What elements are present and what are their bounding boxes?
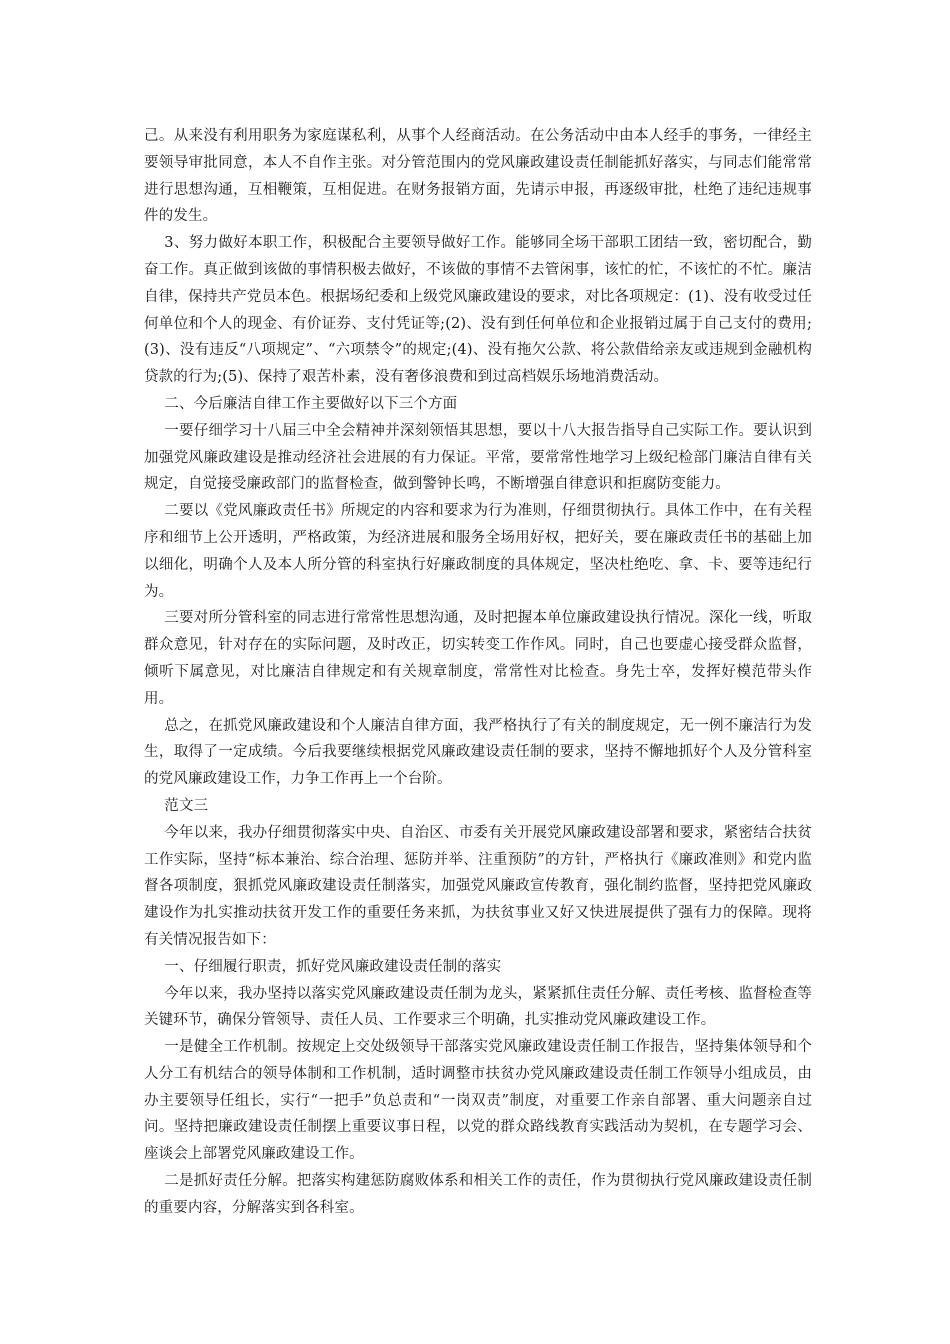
paragraph: 一要仔细学习十八届三中全会精神并深刻领悟其思想，要以十八大报告指导自己实际工作。要认识到加强党风廉政建设是推动经济社会进展的有力保证。平常，要常常性地学习上级纪检部门廉洁自律有关规定，自觉接受廉政部门的监督检查，做到警钟长鸣，不断增强自律意识和拒腐防变能力。 <box>144 422 812 493</box>
paragraph: 一是健全工作机制。按规定上交处级领导干部落实党风廉政建设责任制工作报告，坚持集体领导和个人分工有机结合的领导体制和工作机制，适时调整市扶贫办党风廉政建设责任制工作领导小组成员，由办主要领导任组长，实行“一把手”负总责和“一岗双责”制度，对重要工作亲自部署、重大问题亲自过问。坚持把廉政建设责任制摆上重要议事日程，以党的群众路线教育实践活动为契机，在专题学习会、座谈会上部署党风廉政建设工作。 <box>144 1039 812 1163</box>
paragraph: 今年以来，我办坚持以落实党风廉政建设责任制为龙头，紧紧抓住责任分解、责任考核、监督检查等关键环节，确保分管领导、责任人员、工作要求三个明确，扎实推动党风廉政建设工作。 <box>144 985 812 1029</box>
paragraph: 二要以《党风廉政责任书》所规定的内容和要求为行为准则，仔细贯彻执行。具体工作中，在有关程序和细节上公开透明，严格政策，为经济进展和服务全场用好权，把好关，要在廉政责任书的基础上加以细化，明确个人及本人所分管的科室执行好廉政制度的具体规定，坚决杜绝吃、拿、卡、要等违纪行为。 <box>144 503 812 600</box>
section-heading: 范文三 <box>164 797 209 814</box>
document-body <box>144 123 812 1222</box>
paragraph: 今年以来，我办仔细贯彻落实中央、自治区、市委有关开展党风廉政建设部署和要求，紧密结合扶贫工作实际，坚持“标本兼治、综合治理、惩防并举、注重预防”的方针，严格执行《廉政准则》和党内监督各项制度，狠抓党风廉政建设责任制落实，加强党风廉政宣传教育，强化制约监督，坚持把党风廉政建设作为扎实推动扶贫开发工作的重要任务来抓，为扶贫事业又好又快进展提供了强有力的保障。现将有关情况报告如下： <box>144 824 812 948</box>
section-heading: 二、今后廉洁自律工作主要做好以下三个方面 <box>164 395 458 412</box>
paragraph: 总之，在抓党风廉政建设和个人廉洁自律方面，我严格执行了有关的制度规定，无一例不廉洁行为发生，取得了一定成绩。今后我要继续根据党风廉政建设责任制的要求，坚持不懈地抓好个人及分管科室的党风廉政建设工作，力争工作再上一个台阶。 <box>144 717 812 788</box>
paragraph: 3、努力做好本职工作，积极配合主要领导做好工作。能够同全场干部职工团结一致，密切配合，勤奋工作。真正做到该做的事情积极去做好，不该做的事情不去管闲事，该忙的忙，不该忙的不忙。廉洁自律，保持共产党员本色。根据场纪委和上级党风廉政建设的要求，对比各项规定：(1)、没有收受过任何单位和个人的现金、有价证券、支付凭证等;(2)、没有到任何单位和企业报销过属于自己支付的费用;(3)、没有违反“八项规定”、“六项禁令”的规定;(4)、没有拖欠公款、将公款借给亲友或违规到金融机构贷款的行为;(5)、保持了艰苦朴素，没有奢侈浪费和到过高档娱乐场地消费活动。 <box>144 235 812 386</box>
paragraph: 己。从来没有利用职务为家庭谋私利，从事个人经商活动。在公务活动中由本人经手的事务，一律经主要领导审批同意，本人不自作主张。对分管范围内的党风廉政建设责任制能抓好落实，与同志们能常常进行思想沟通，互相鞭策，互相促进。在财务报销方面，先请示申报，再逐级审批，杜绝了违纪违规事件的发生。 <box>144 128 812 225</box>
paragraph: 二是抓好责任分解。把落实构建惩防腐败体系和相关工作的责任，作为贯彻执行党风廉政建设责任制的重要内容，分解落实到各科室。 <box>144 1173 812 1216</box>
section-heading: 一、仔细履行职责，抓好党风廉政建设责任制的落实 <box>164 958 502 975</box>
paragraph: 三要对所分管科室的同志进行常常性思想沟通，及时把握本单位廉政建设执行情况。深化一线，听取群众意见，针对存在的实际问题，及时改正，切实转变工作作风。同时，自己也要虚心接受群众监督，倾听下属意见，对比廉洁自律规定和有关规章制度，常常性对比检查。身先士卒，发挥好模范带头作用。 <box>144 610 812 707</box>
